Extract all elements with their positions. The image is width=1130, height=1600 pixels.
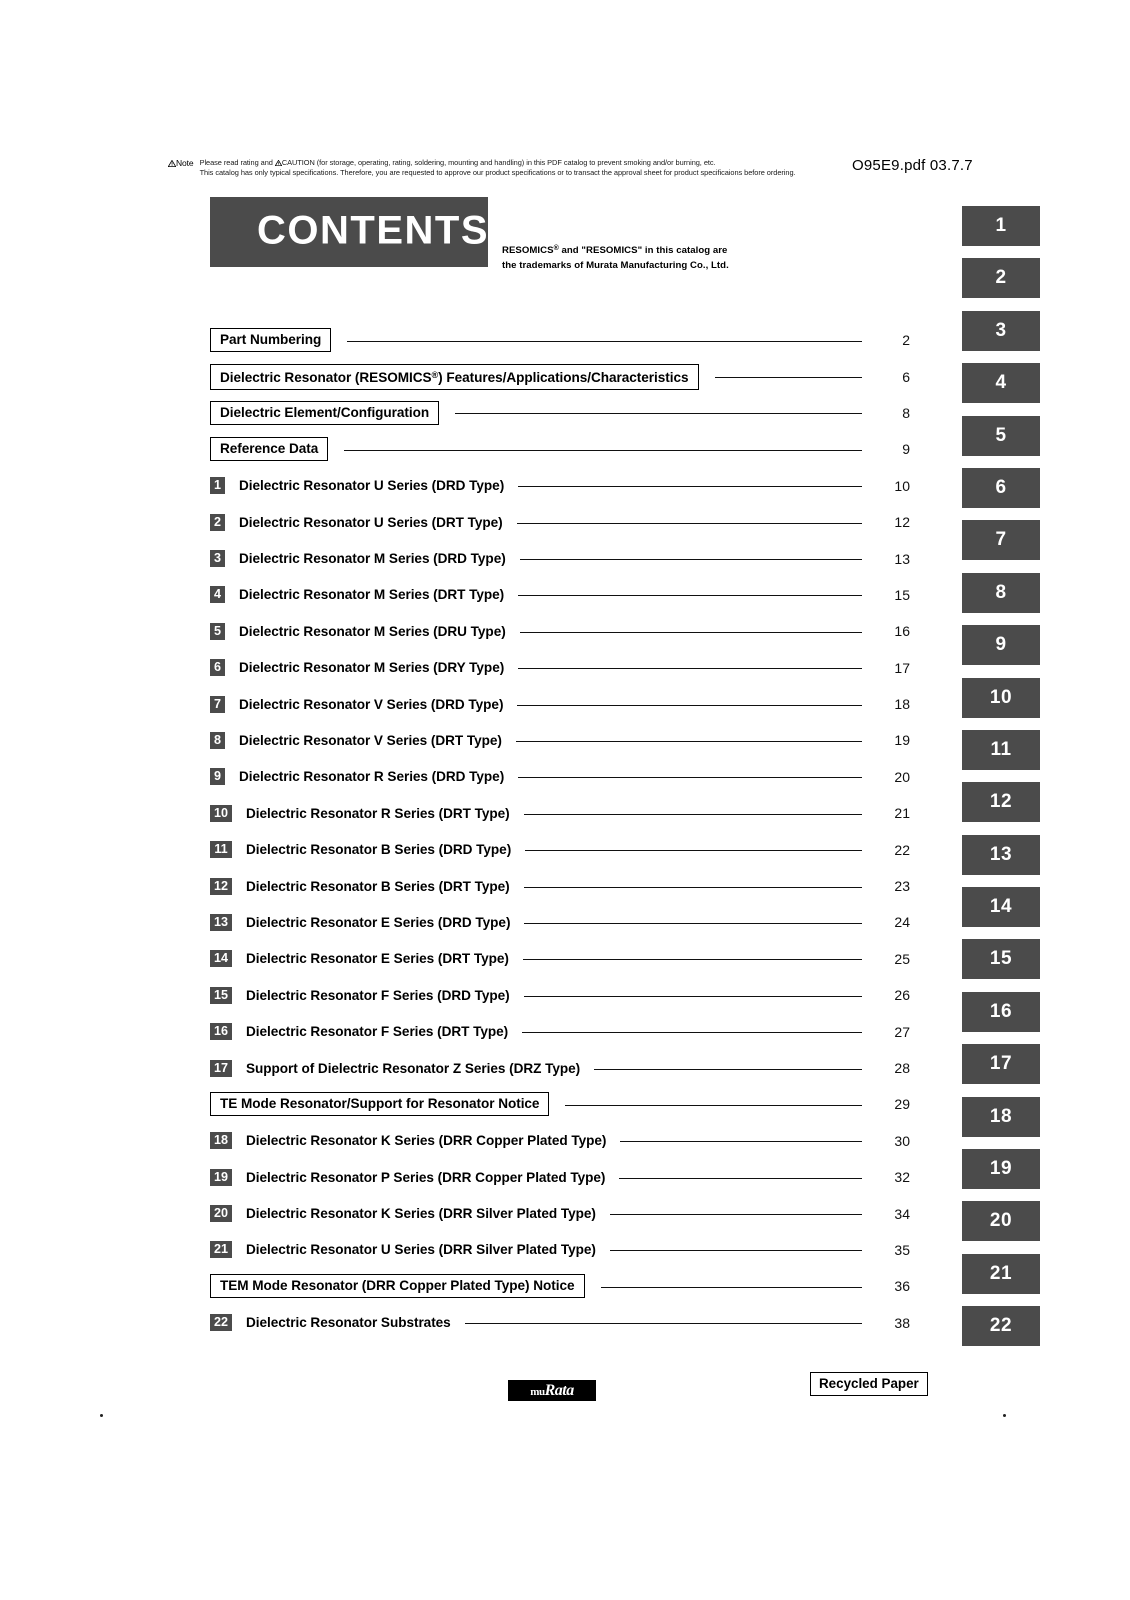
- toc-leader-line: [517, 705, 862, 706]
- toc-leader-line: [715, 377, 863, 378]
- toc-page-number: 25: [894, 950, 910, 967]
- toc-section-label[interactable]: TEM Mode Resonator (DRR Copper Plated Type) Notice: [210, 1274, 585, 1298]
- page-tab-20[interactable]: 20: [962, 1201, 1040, 1241]
- toc-page-number: 13: [894, 550, 910, 567]
- toc-entry-label[interactable]: Dielectric Resonator V Series (DRD Type): [239, 696, 504, 712]
- toc-entry-number-badge: 18: [210, 1132, 232, 1149]
- page-tab-13[interactable]: 13: [962, 835, 1040, 875]
- note-label-text: Note: [176, 158, 194, 168]
- page-tab-6[interactable]: 6: [962, 468, 1040, 508]
- toc-entry-label[interactable]: Dielectric Resonator K Series (DRR Silver Plated Type): [246, 1206, 596, 1222]
- toc-entry-label[interactable]: Dielectric Resonator M Series (DRD Type): [239, 551, 506, 567]
- toc-leader-line: [601, 1287, 863, 1288]
- toc-page-number: 9: [902, 441, 910, 458]
- toc-leader-line: [344, 450, 862, 451]
- toc-leader-line: [610, 1214, 862, 1215]
- toc-entry-number-badge: 15: [210, 987, 232, 1004]
- toc-leader-line: [465, 1323, 862, 1324]
- toc-page-number: 23: [894, 878, 910, 895]
- toc-leader-line: [518, 595, 862, 596]
- toc-entry-number-badge: 11: [210, 841, 232, 858]
- toc-entry-row[interactable]: [210, 650, 910, 686]
- toc-section-row[interactable]: [210, 322, 910, 358]
- page-tab-2[interactable]: 2: [962, 258, 1040, 298]
- toc-leader-line: [518, 777, 862, 778]
- toc-entry-label[interactable]: Dielectric Resonator M Series (DRU Type): [239, 623, 506, 639]
- toc-entry-number-badge: 16: [210, 1023, 232, 1040]
- toc-entry-label[interactable]: Dielectric Resonator F Series (DRD Type): [246, 987, 510, 1003]
- toc-leader-line: [516, 741, 862, 742]
- toc-entry-label[interactable]: Dielectric Resonator K Series (DRR Copper Plated Type): [246, 1133, 607, 1149]
- toc-entry-row[interactable]: [210, 941, 910, 977]
- toc-entry-row[interactable]: [210, 1159, 910, 1195]
- header-note: [168, 158, 868, 177]
- page-tab-16[interactable]: 16: [962, 992, 1040, 1032]
- toc-page-number: 27: [894, 1023, 910, 1040]
- toc-entry-label[interactable]: Dielectric Resonator R Series (DRD Type): [239, 769, 505, 785]
- toc-section-row[interactable]: [210, 431, 910, 467]
- toc-leader-line: [594, 1069, 862, 1070]
- toc-entry-number-badge: 2: [210, 514, 225, 531]
- note-line-1: Please read rating and CAUTION (for storage, operating, rating, soldering, mounting and handling) in this PDF catalog to prevent smoking and/or burning, etc.: [199, 158, 716, 167]
- toc-entry-row[interactable]: [210, 1305, 910, 1341]
- toc-page-number: 29: [894, 1096, 910, 1113]
- toc-entry-row[interactable]: [210, 722, 910, 758]
- toc-entry-row[interactable]: [210, 613, 910, 649]
- toc-leader-line: [523, 959, 862, 960]
- toc-page-number: 12: [894, 514, 910, 531]
- toc-entry-label[interactable]: Dielectric Resonator B Series (DRT Type): [246, 878, 510, 894]
- toc-entry-row[interactable]: [210, 504, 910, 540]
- page-tab-7[interactable]: 7: [962, 520, 1040, 560]
- toc-page-number: 15: [894, 586, 910, 603]
- toc-entry-number-badge: 17: [210, 1060, 232, 1077]
- toc-page-number: 38: [894, 1314, 910, 1331]
- toc-leader-line: [347, 341, 862, 342]
- page-tab-1[interactable]: 1: [962, 206, 1040, 246]
- toc-entry-row[interactable]: [210, 577, 910, 613]
- toc-page-number: 6: [902, 368, 910, 385]
- trademark-notice: [502, 241, 729, 273]
- toc-page-number: 30: [894, 1132, 910, 1149]
- note-body: [200, 158, 796, 177]
- toc-page-number: 28: [894, 1060, 910, 1076]
- toc-entry-number-badge: 14: [210, 950, 232, 967]
- toc-entry-row[interactable]: [210, 1123, 910, 1159]
- toc-entry-number-badge: 10: [210, 805, 232, 822]
- toc-leader-line: [520, 559, 862, 560]
- toc-page-number: 18: [894, 696, 910, 713]
- toc-entry-number-badge: 8: [210, 732, 225, 749]
- contents-banner: [210, 197, 488, 267]
- toc-entry-label[interactable]: Dielectric Resonator B Series (DRD Type): [246, 842, 512, 858]
- page-tab-8[interactable]: 8: [962, 573, 1040, 613]
- toc-entry-number-badge: 4: [210, 586, 225, 603]
- page-tab-15[interactable]: 15: [962, 939, 1040, 979]
- page-tab-21[interactable]: 21: [962, 1254, 1040, 1294]
- page-tab-5[interactable]: 5: [962, 416, 1040, 456]
- toc-entry-number-badge: 21: [210, 1241, 232, 1258]
- trademark-line-2: the trademarks of Murata Manufacturing Co., Ltd.: [502, 260, 729, 271]
- toc-entry-number-badge: 6: [210, 659, 225, 676]
- toc-entry-label[interactable]: Dielectric Resonator E Series (DRT Type): [246, 951, 509, 967]
- toc-entry-number-badge: 12: [210, 878, 232, 895]
- toc-page-number: 20: [894, 768, 910, 785]
- toc-entry-label[interactable]: Dielectric Resonator E Series (DRD Type): [246, 914, 511, 930]
- page-tab-9[interactable]: 9: [962, 625, 1040, 665]
- toc-leader-line: [455, 413, 862, 414]
- toc-page-number: 2: [902, 332, 910, 349]
- toc-leader-line: [520, 632, 862, 633]
- toc-entry-row[interactable]: [210, 831, 910, 867]
- toc-leader-line: [524, 996, 862, 997]
- toc-entry-label[interactable]: Dielectric Resonator M Series (DRT Type): [239, 587, 505, 603]
- toc-entry-label[interactable]: Dielectric Resonator F Series (DRT Type): [246, 1024, 509, 1040]
- pdf-file-id: O95E9.pdf 03.7.7: [852, 157, 973, 174]
- toc-leader-line: [518, 486, 862, 487]
- toc-leader-line: [619, 1178, 862, 1179]
- toc-entry-number-badge: 9: [210, 768, 225, 785]
- registration-dot-left: [100, 1414, 103, 1417]
- contents-title: CONTENTS: [257, 208, 489, 253]
- warning-triangle-icon: [168, 160, 176, 167]
- toc-entry-label[interactable]: Dielectric Resonator Substrates: [246, 1315, 451, 1331]
- toc-entry-number-badge: 19: [210, 1169, 232, 1186]
- page-tab-19[interactable]: 19: [962, 1149, 1040, 1189]
- murata-logo: [508, 1380, 596, 1401]
- toc-entry-label[interactable]: Support of Dielectric Resonator Z Series (DRZ Type): [246, 1060, 581, 1076]
- toc-entry-number-badge: 20: [210, 1205, 232, 1222]
- toc-entry-row[interactable]: [210, 468, 910, 504]
- toc-leader-line: [524, 887, 862, 888]
- toc-section-row[interactable]: [210, 1268, 910, 1304]
- toc-section-label[interactable]: Reference Data: [210, 437, 328, 461]
- page-tab-12[interactable]: 12: [962, 782, 1040, 822]
- toc-page-number: 16: [894, 623, 910, 640]
- toc-entry-row[interactable]: [210, 1232, 910, 1268]
- toc-section-label[interactable]: TE Mode Resonator/Support for Resonator Notice: [210, 1092, 549, 1116]
- toc-page-number: 8: [902, 404, 910, 421]
- page-tab-strip: [962, 206, 1040, 1359]
- murata-logo-mu: mu: [530, 1385, 545, 1398]
- page-tab-10[interactable]: 10: [962, 678, 1040, 718]
- recycled-paper-badge: Recycled Paper: [810, 1372, 928, 1396]
- toc-entry-row[interactable]: [210, 1050, 910, 1086]
- toc-page-number: 34: [894, 1205, 910, 1222]
- toc-leader-line: [525, 850, 862, 851]
- toc-entry-row[interactable]: [210, 686, 910, 722]
- note-line-2: This catalog has only typical specifications. Therefore, you are requested to approve our product specifications or to transact the approval sheet for product specificaions before ordering.: [199, 167, 796, 177]
- toc-section-row[interactable]: [210, 358, 910, 394]
- toc-entry-row[interactable]: [210, 977, 910, 1013]
- page-tab-11[interactable]: 11: [962, 730, 1040, 770]
- murata-logo-rata: Rata: [544, 1381, 574, 1399]
- toc-leader-line: [522, 1032, 862, 1033]
- murata-logo-text: [530, 1383, 573, 1399]
- toc-entry-label[interactable]: Dielectric Resonator M Series (DRY Type): [239, 660, 505, 676]
- toc-leader-line: [524, 923, 862, 924]
- toc-section-label[interactable]: Part Numbering: [210, 328, 331, 352]
- toc-entry-number-badge: 3: [210, 550, 225, 567]
- toc-entry-label[interactable]: Dielectric Resonator U Series (DRD Type): [239, 478, 505, 494]
- toc-leader-line: [620, 1141, 862, 1142]
- toc-entry-number-badge: 5: [210, 623, 225, 640]
- toc-entry-row[interactable]: [210, 868, 910, 904]
- toc-section-row[interactable]: [210, 1086, 910, 1122]
- toc-page-number: 35: [894, 1241, 910, 1258]
- toc-entry-label[interactable]: Dielectric Resonator R Series (DRT Type): [246, 805, 510, 821]
- toc-entry-row[interactable]: [210, 540, 910, 576]
- page-tab-17[interactable]: 17: [962, 1044, 1040, 1084]
- toc-leader-line: [610, 1250, 862, 1251]
- page-tab-3[interactable]: 3: [962, 311, 1040, 351]
- toc-page-number: 36: [894, 1278, 910, 1295]
- toc-section-label[interactable]: Dielectric Element/Configuration: [210, 401, 439, 425]
- toc-page-number: 10: [894, 477, 910, 494]
- toc-section-label[interactable]: Dielectric Resonator (RESOMICS®) Features/Applications/Characteristics: [210, 364, 699, 390]
- table-of-contents: [210, 322, 910, 1341]
- page-tab-14[interactable]: 14: [962, 887, 1040, 927]
- page-tab-22[interactable]: 22: [962, 1306, 1040, 1346]
- toc-page-number: 21: [894, 805, 910, 822]
- toc-page-number: 32: [894, 1169, 910, 1186]
- toc-entry-label[interactable]: Dielectric Resonator P Series (DRR Copper Plated Type): [246, 1169, 606, 1185]
- toc-leader-line: [518, 668, 862, 669]
- toc-entry-row[interactable]: [210, 759, 910, 795]
- trademark-line-1: RESOMICS® and "RESOMICS" in this catalog are: [502, 245, 728, 256]
- toc-page-number: 24: [894, 914, 910, 931]
- toc-entry-label[interactable]: Dielectric Resonator V Series (DRT Type): [239, 732, 502, 748]
- toc-leader-line: [517, 523, 862, 524]
- toc-entry-number-badge: 1: [210, 477, 225, 494]
- toc-page-number: 17: [894, 659, 910, 676]
- toc-entry-number-badge: 7: [210, 696, 225, 713]
- toc-entry-number-badge: 13: [210, 914, 232, 931]
- page-tab-18[interactable]: 18: [962, 1097, 1040, 1137]
- toc-leader-line: [565, 1105, 862, 1106]
- page-tab-4[interactable]: 4: [962, 363, 1040, 403]
- toc-page-number: 26: [894, 987, 910, 1004]
- toc-entry-row[interactable]: [210, 904, 910, 940]
- toc-page-number: 19: [894, 732, 910, 749]
- toc-leader-line: [524, 814, 862, 815]
- toc-entry-label[interactable]: Dielectric Resonator U Series (DRT Type): [239, 514, 503, 530]
- toc-entry-label[interactable]: Dielectric Resonator U Series (DRR Silver Plated Type): [246, 1242, 596, 1258]
- note-label-group: [168, 158, 194, 168]
- toc-entry-row[interactable]: [210, 1013, 910, 1049]
- toc-entry-number-badge: 22: [210, 1314, 232, 1331]
- toc-section-row[interactable]: [210, 395, 910, 431]
- toc-entry-row[interactable]: [210, 1195, 910, 1231]
- toc-entry-row[interactable]: [210, 795, 910, 831]
- toc-page-number: 22: [894, 841, 910, 858]
- registration-dot-right: [1003, 1414, 1006, 1417]
